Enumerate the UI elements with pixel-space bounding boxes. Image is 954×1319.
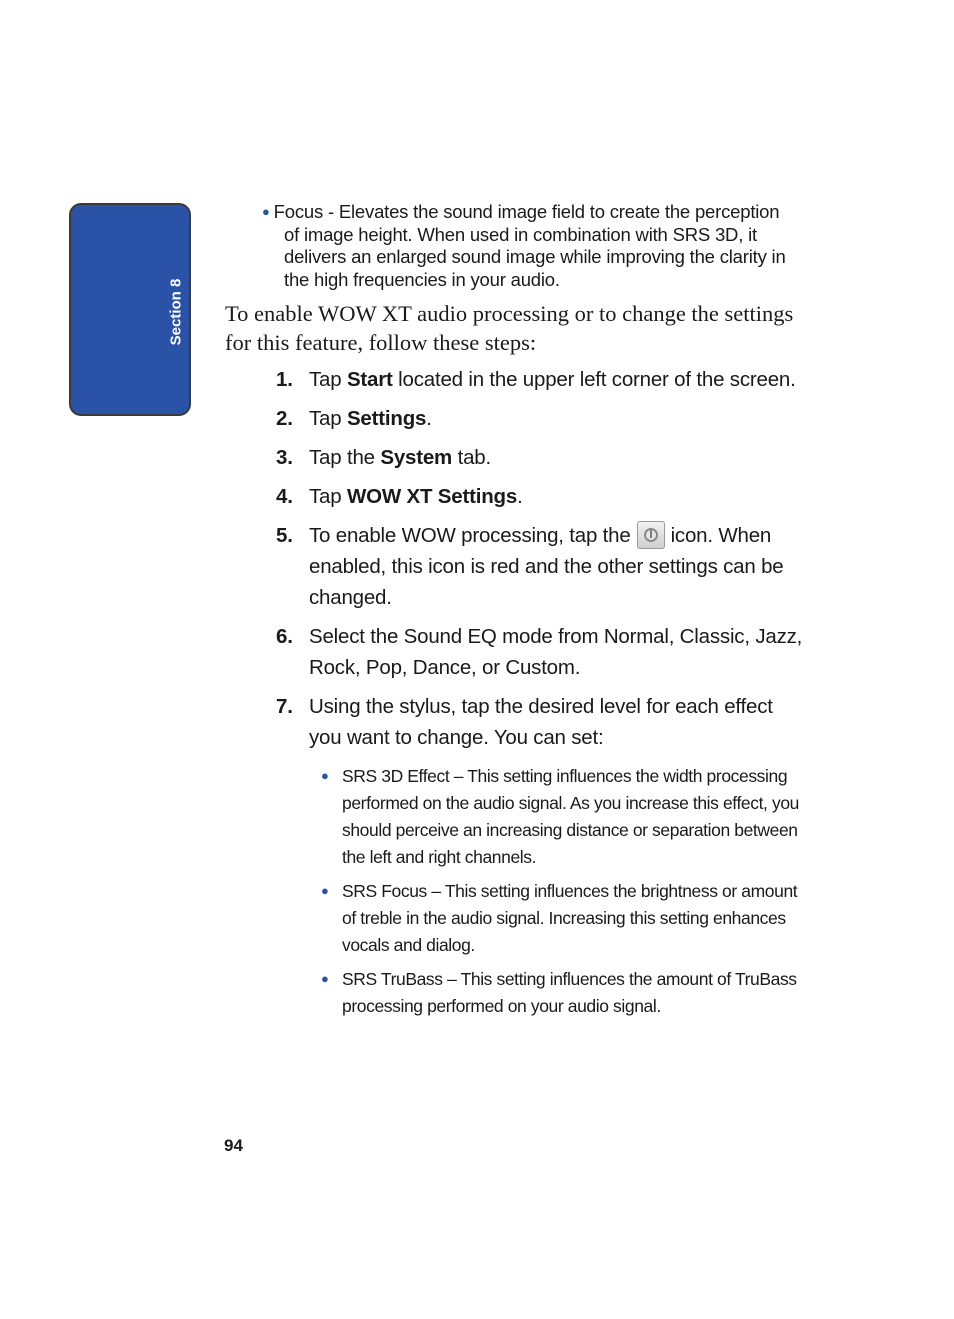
step-7 (276, 691, 806, 1020)
bullet-icon: ● (321, 883, 329, 898)
step-number: 4. (276, 485, 293, 508)
list-item (319, 763, 806, 871)
step-text: Tap (309, 407, 347, 430)
step-2 (276, 403, 806, 434)
step-3 (276, 442, 806, 473)
step-number: 1. (276, 368, 293, 391)
step-text: Tap (309, 485, 347, 508)
intro-paragraph: To enable WOW XT audio processing or to change the settings for this feature, follow these steps: (225, 301, 794, 355)
bullet-icon: ● (262, 204, 270, 219)
step-5 (276, 520, 806, 613)
list-item-text: SRS TruBass – This setting influences the amount of TruBass processing performed on your audio signal. (342, 969, 797, 1016)
step-keyword: System (380, 446, 453, 469)
step-number: 6. (276, 625, 293, 648)
step-number: 7. (276, 695, 293, 718)
step-text: Using the stylus, tap the desired level for each effect you want to change. You can set: (309, 695, 773, 749)
focus-bullet-line1: Focus - Elevates the sound image field to create the perception (273, 201, 780, 222)
step-text: Tap (309, 368, 347, 391)
list-item-text: SRS Focus – This setting influences the brightness or amount of treble in the audio signal. Increasing this setting enhances vocals and dialog. (342, 881, 798, 955)
step-number: 3. (276, 446, 293, 469)
step-1 (276, 364, 806, 395)
focus-bullet (262, 201, 802, 291)
step-text: tab. (452, 446, 491, 469)
step-text: icon. When enabled, this icon is red and the other settings can be changed. (309, 524, 784, 609)
list-item (319, 878, 806, 959)
step-text: To enable WOW processing, tap the (309, 524, 631, 547)
section-label: Section 8 (167, 278, 185, 346)
step-6 (276, 621, 806, 683)
power-icon (637, 521, 665, 549)
list-item-text: SRS 3D Effect – This setting influences the width processing performed on the audio signal. As you increase this effect, you should perceive an increasing distance or separation between the left and right channels. (342, 766, 799, 867)
step-number: 2. (276, 407, 293, 430)
steps-list (276, 364, 806, 1028)
step-text: located in the upper left corner of the screen. (392, 368, 796, 391)
bullet-icon: ● (321, 971, 329, 986)
step-text: Select the Sound EQ mode from Normal, Classic, Jazz, Rock, Pop, Dance, or Custom. (309, 625, 803, 679)
step-keyword: WOW XT Settings (346, 485, 518, 508)
step-text: . (517, 485, 523, 508)
step-text: . (426, 407, 432, 430)
bullet-icon: ● (321, 768, 329, 783)
step-keyword: Settings (346, 407, 427, 430)
step-text: Tap the (309, 446, 381, 469)
page-number: 94 (224, 1136, 243, 1155)
effect-list (319, 763, 806, 1020)
step-keyword: Start (346, 368, 393, 391)
step-4 (276, 481, 806, 512)
focus-bullet-line2: of image height. When used in combination with SRS 3D, it delivers an enlarged sound image while improving the clarity in the high frequencies in your audio. (284, 223, 786, 290)
list-item (319, 966, 806, 1020)
step-number: 5. (276, 524, 293, 547)
